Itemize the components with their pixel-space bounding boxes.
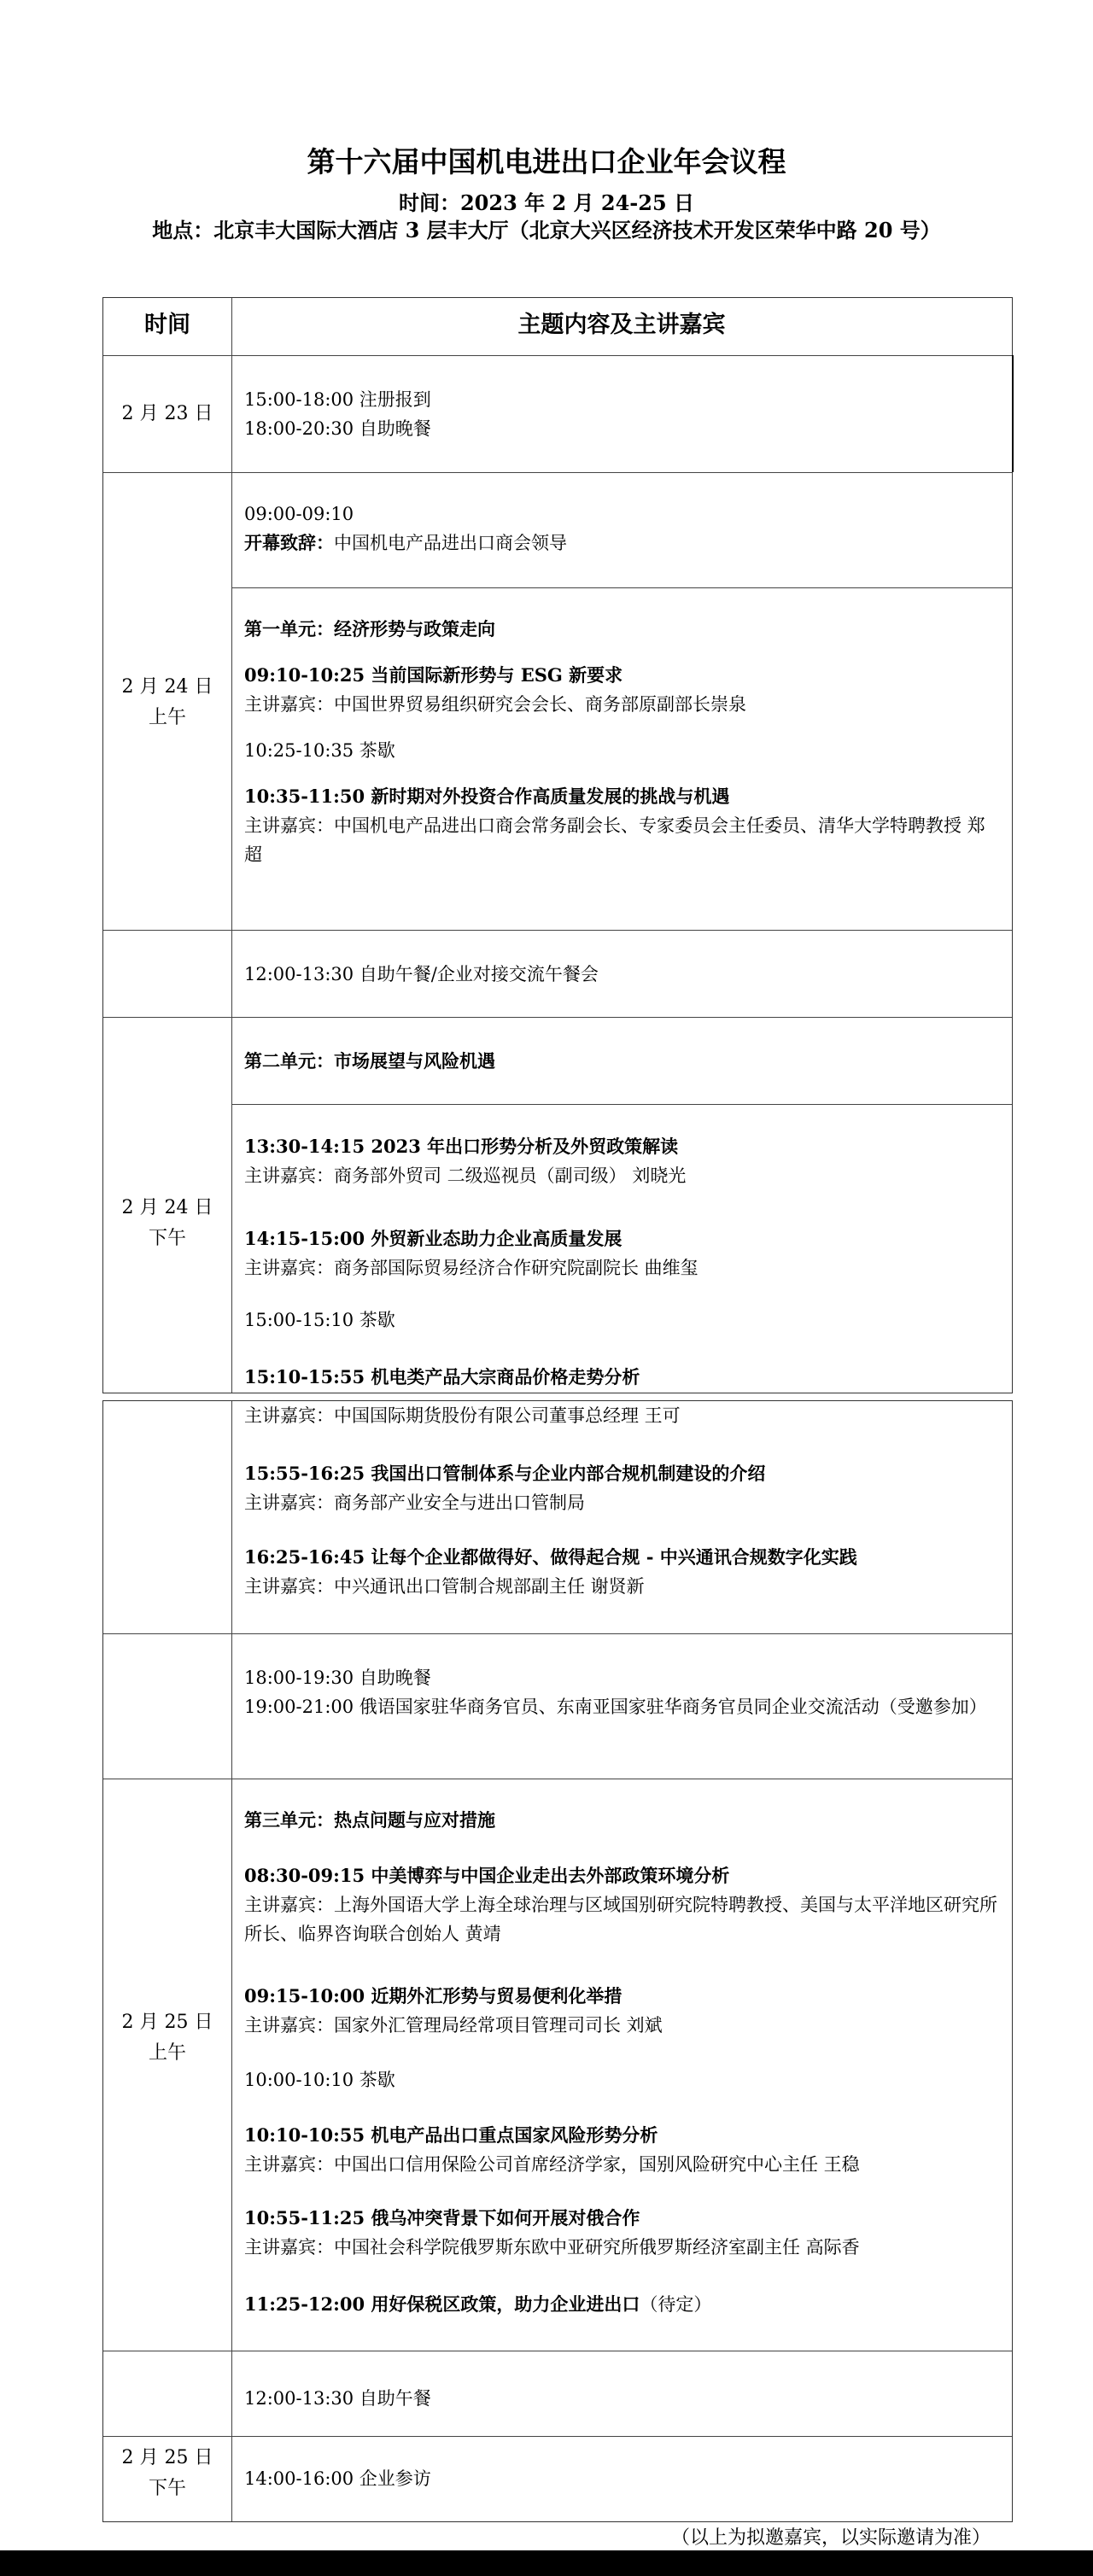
date-feb23: 2 月 23 日	[121, 403, 213, 424]
talk-5: 15:10-15:55 机电类产品大宗商品价格走势分析	[244, 1366, 640, 1387]
date-feb25-am: 2 月 25 日	[121, 2012, 213, 2033]
row-divider	[231, 1104, 1012, 1105]
label-am: 上午	[148, 2042, 186, 2064]
talk-12	[244, 2290, 1003, 2319]
talk-7: 16:25-16:45 让每个企业都做得好、做得起合规 - 中兴通讯合规数字化实践	[244, 1546, 857, 1568]
label-pm: 下午	[148, 1228, 186, 1249]
agenda-table-part-2	[102, 1400, 1013, 2522]
talk-1: 09:10-10:25 当前国际新形势与 ESG 新要求	[244, 664, 623, 686]
talk-2: 10:35-11:50 新时期对外投资合作高质量发展的挑战与机遇	[244, 786, 730, 807]
unit-3-title: 第三单元：热点问题与应对措施	[244, 1809, 495, 1831]
page-title: 第十六届中国机电进出口企业年会议程	[307, 145, 786, 178]
header-divider	[103, 355, 1012, 356]
event-location: 地点：北京丰大国际大酒店 3 层丰大厅（北京大兴区经济技术开发区荣华中路 20 号）	[152, 218, 941, 242]
tea-break-1: 10:25-10:35 茶歇	[244, 740, 395, 761]
row-divider	[103, 1017, 1012, 1018]
opening-remarks	[244, 529, 1003, 558]
dinner-feb24: 18:00-19:30 自助晚餐	[244, 1668, 431, 1688]
header-content: 主题内容及主讲嘉宾	[517, 312, 726, 338]
talk-8: 08:30-09:15 中美博弈与中国企业走出去外部政策环境分析	[244, 1865, 730, 1886]
dinner: 18:00-20:30 自助晚餐	[244, 418, 431, 439]
talk-9: 09:15-10:00 近期外汇形势与贸易便利化举措	[244, 1985, 622, 2006]
talk-3: 13:30-14:15 2023 年出口形势分析及外贸政策解读	[244, 1136, 679, 1157]
lunch-feb25: 12:00-13:30 自助午餐	[244, 2388, 431, 2409]
header-time: 时间	[144, 312, 190, 338]
row-edge	[1012, 355, 1014, 472]
row-divider	[103, 472, 1012, 473]
row-divider	[103, 1633, 1012, 1634]
date-feb24-pm: 2 月 24 日	[121, 1197, 213, 1218]
opening-time: 09:00-09:10	[244, 504, 354, 524]
row-divider	[103, 2436, 1012, 2437]
speaker-1: 主讲嘉宾：中国世界贸易组织研究会会长、商务部原副部长崇泉	[244, 694, 746, 715]
talk-6: 15:55-16:25 我国出口管制体系与企业内部合规机制建设的介绍	[244, 1463, 766, 1484]
unit-2-title: 第二单元：市场展望与风险机遇	[244, 1050, 495, 1072]
speaker-8: 主讲嘉宾：上海外国语大学上海全球治理与区域国别研究院特聘教授、美国与太平洋地区研究所所长、临界咨询联合创始人 黄靖	[244, 1895, 997, 1944]
opening-speaker: 中国机电产品进出口商会领导	[334, 533, 567, 553]
tea-break-2: 15:00-15:10 茶歇	[244, 1310, 395, 1330]
label-pm: 下午	[148, 2478, 186, 2499]
talk-10: 10:10-10:55 机电产品出口重点国家风险形势分析	[244, 2124, 658, 2146]
speaker-9: 主讲嘉宾：国家外汇管理局经常项目管理司司长 刘斌	[244, 2015, 663, 2036]
column-divider	[231, 1401, 232, 2521]
opening-label: 开幕致辞：	[244, 532, 334, 553]
speaker-5: 主讲嘉宾：中国国际期货股份有限公司董事总经理 王可	[244, 1405, 681, 1426]
speaker-4: 主讲嘉宾：商务部国际贸易经济合作研究院副院长 曲维玺	[244, 1258, 698, 1278]
talk-12-title: 11:25-12:00 用好保税区政策，助力企业进出口	[244, 2293, 640, 2315]
row-divider	[103, 930, 1012, 931]
tea-break-3: 10:00-10:10 茶歇	[244, 2070, 395, 2090]
column-divider	[231, 298, 232, 1393]
row-divider	[231, 587, 1012, 588]
speaker-7: 主讲嘉宾：中兴通讯出口管制合规部副主任 谢贤新	[244, 1576, 645, 1597]
lunch-feb24: 12:00-13:30 自助午餐/企业对接交流午餐会	[244, 964, 599, 984]
speaker-6: 主讲嘉宾：商务部产业安全与进出口管制局	[244, 1492, 585, 1513]
registration: 15:00-18:00 注册报到	[244, 389, 431, 410]
label-am: 上午	[148, 707, 186, 728]
talk-4: 14:15-15:00 外贸新业态助力企业高质量发展	[244, 1228, 622, 1249]
talk-11: 10:55-11:25 俄乌冲突背景下如何开展对俄合作	[244, 2207, 640, 2228]
date-feb24-am: 2 月 24 日	[121, 676, 213, 698]
company-visit: 14:00-16:00 企业参访	[244, 2468, 431, 2489]
speaker-11: 主讲嘉宾：中国社会科学院俄罗斯东欧中亚研究所俄罗斯经济室副主任 高际香	[244, 2237, 860, 2258]
speaker-2: 主讲嘉宾：中国机电产品进出口商会常务副会长、专家委员会主任委员、清华大学特聘教授 郑 超	[244, 815, 985, 865]
footer-note: （以上为拟邀嘉宾，以实际邀请为准）	[670, 2527, 991, 2549]
event-time: 时间：2023 年 2 月 24-25 日	[398, 190, 695, 215]
unit-1-title: 第一单元：经济形势与政策走向	[244, 618, 495, 640]
agenda-table-part-1	[102, 297, 1013, 1393]
speaker-10: 主讲嘉宾：中国出口信用保险公司首席经济学家，国别风险研究中心主任 王稳	[244, 2154, 860, 2175]
talk-12-status: （待定）	[640, 2294, 712, 2315]
bottom-bar	[0, 2550, 1093, 2576]
speaker-3: 主讲嘉宾：商务部外贸司 二级巡视员（副司级） 刘晓光	[244, 1165, 687, 1186]
networking-event: 19:00-21:00 俄语国家驻华商务官员、东南亚国家驻华商务官员同企业交流活动（受邀参加）	[244, 1697, 987, 1717]
date-feb25-pm: 2 月 25 日	[121, 2447, 213, 2468]
